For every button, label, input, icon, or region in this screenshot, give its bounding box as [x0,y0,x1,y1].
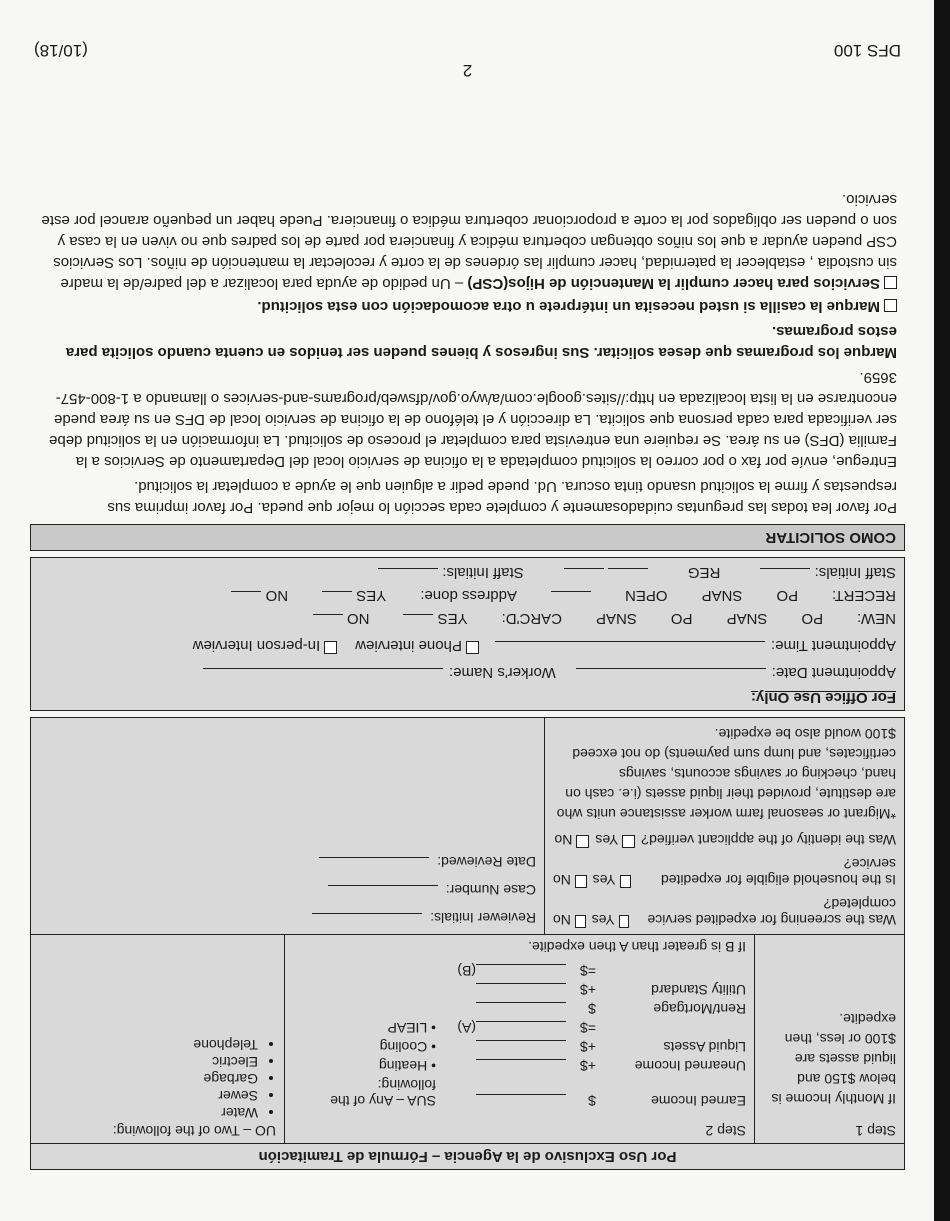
form-id: DFS 100 [833,41,901,60]
utility-standard-field[interactable] [476,983,566,998]
migrant-note: *Migrant or seasonal farm worker assistance units who are destitute, provided their liquid assets (i.e. cash on hand, checking or savings accounts, savings certificates, and lump sum payments) do not exceed $100 would also be expedite. [556,726,896,822]
inperson-interview-label: In-person Interview [192,637,321,654]
agency-formula-section [30,934,905,1170]
interpreter-row [38,296,897,317]
yes-label: Yes [592,872,616,888]
address-no: NO [231,587,288,606]
staff-initials-label: Staff Initials: [760,564,896,583]
uo-item-telephone: • Telephone [39,1037,258,1053]
q1-yes-checkbox[interactable] [619,915,630,928]
plus-sign: +$ [580,1058,596,1074]
open-field[interactable] [551,591,591,606]
uo-item-garbage: • Garbage [39,1071,258,1087]
date-reviewed-label: Date Reviewed: [437,854,536,870]
screening-q3-row [553,832,896,848]
rotated-form-sheet [30,40,905,1170]
q1-no-checkbox[interactable] [575,915,586,928]
total-a-label: (A) [457,1020,476,1036]
appointment-time-field[interactable] [495,641,765,656]
screening-q1-row [553,896,896,928]
uo-column [31,935,284,1143]
carc-yes: YES [403,610,467,629]
rent-mortgage-label: Rent/Mortgage [653,1001,746,1017]
screening-q1-text: Was the screening for expedited service completed? [647,896,896,928]
screening-questions [544,718,904,934]
plus-sign: +$ [580,1039,596,1055]
office-use-section [30,557,905,711]
review-fields [31,718,544,934]
page-number: 2 [462,61,473,80]
instructions-paragraph-3: Marque los programas que desea solicitar. Sus ingresos y bienes pueden ser tenidos en cuenta cuando solicita para estos programas. [65,323,897,361]
step2-label: Step 2 [705,1123,746,1139]
reviewer-initials-label: Reviewer Initials: [430,910,536,926]
new-snap: SNAP [726,610,768,627]
q3-yes-checkbox[interactable] [622,835,635,848]
dollar-sign: $ [588,1093,596,1109]
how-to-apply-title: COMO SOLICITAR [30,524,905,551]
address-yes: YES [322,587,386,606]
phone-interview-checkbox[interactable] [466,641,479,654]
sua-item-heating: • Heating [378,1058,436,1074]
total-a-field[interactable] [476,1021,566,1036]
footer-row [30,40,905,60]
utility-standard-label: Utility Standard [651,982,746,998]
new-po: PO [801,610,824,627]
workers-name-field[interactable] [203,668,443,683]
unearned-income-field[interactable] [476,1059,566,1074]
carc-snap: SNAP [596,610,637,627]
total-b-label: (B) [457,963,476,979]
uo-item-electric: • Electric [39,1054,258,1070]
earned-income-field[interactable] [476,1094,566,1109]
q3-no-checkbox[interactable] [576,835,589,848]
liquid-assets-label: Liquid Assets [663,1039,746,1055]
recert-label: RECERT: [832,587,896,604]
carc-label: CARC'D: [501,610,562,627]
appointment-time-label: Appointment Time: [770,637,896,654]
step1-label: Step 1 [855,1123,896,1139]
reg-fields [564,564,648,583]
uo-heading: UO – Two of the following: [112,1123,276,1139]
instructions-paragraph-2: Entregue, envíe por fax o por correo la solicitud completada a la oficina de servicio local del Departamento de Servicios a la Familia (DFS) en su área. Se requiere una entrevista para completar el proceso de solicitud. La información en la solicitud debe ser verificada para cada persona que solicita. La dirección y el teléfono de la oficina de servicio local de DFS en su área puede encontrarse en la lista localizada en http://sites.google.com/a/wyo.gov/dfsweb/programs-and-services o llamando a 1-800-457-3659. [49,369,897,470]
interpreter-label: Marque la casilla si usted necesita un intérprete u otra acomodación con esta solicitud. [257,298,880,315]
date-reviewed-field[interactable] [319,857,429,872]
rent-mortgage-field[interactable] [476,1002,566,1017]
csp-description: – Un pedido de ayuda para localizar a del padre/de la madre sin custodia , establecer la paternidad, hacer cumplir las órdenes de la corte y recolectar la mantención de niños. Los Servicios CSP pueden ayudar a que los niños obtengan cobertura médica y financiera por parte de los padres que no viven en la casa y son o pueden ser obligados por la corte a proporcionar cobertura médica o financiera. Puede haber un pequeño arancel por este servicio. [41,191,897,292]
inperson-interview-checkbox[interactable] [324,641,337,654]
phone-interview-label: Phone interview [355,637,462,654]
no-label: No [552,872,571,888]
dollar-sign: $ [588,1001,596,1017]
carc-po: PO [670,610,693,627]
step2-column [284,935,754,1143]
agency-formula-title: Por Uso Exclusivo de la Agencia – Fórmula de Tramitación [31,1143,904,1169]
sua-heading: SUA – Any of the following: [330,1077,436,1109]
q2-yes-checkbox[interactable] [620,875,632,888]
sua-item-lieap: • LIEAP [387,1020,436,1036]
instructions-paragraph-1: Por favor lea todas las preguntas cuidadosamente y complete cada sección lo mejor que pueda. Por favor imprima sus respuestas y firme la solicitud usando tinta oscura. Ud. puede pedir a alguien que le ayude a completar la solicitud. [107,478,897,516]
case-number-label: Case Number: [445,882,536,898]
equals-sign: =$ [580,1020,596,1036]
q2-no-checkbox[interactable] [575,875,587,888]
screening-q3-text: Was the identity of the applicant verified? [641,832,896,848]
sua-item-cooling: • Cooling [379,1039,436,1055]
earned-income-label: Earned Income [651,1093,746,1109]
interpreter-checkbox[interactable] [884,299,897,312]
screening-q2-text: Is the household eligible for expedited service? [660,856,896,888]
compare-rule: If B is greater than A then expedite. [528,939,746,955]
page-footer [30,40,905,80]
plus-sign: +$ [580,982,596,998]
address-done-label: Address done: [420,587,518,604]
reviewer-initials-field[interactable] [312,913,422,928]
csp-checkbox[interactable] [884,276,897,289]
case-number-field[interactable] [328,885,438,900]
expedited-screening-section [30,717,905,934]
office-use-title: For Office Use Only: [750,689,896,706]
screening-q2-row [553,856,896,888]
equals-sign: =$ [580,963,596,979]
staff-initials-label-2: Staff Initials: [378,564,524,583]
uo-list [39,1037,276,1121]
no-label: No [553,912,571,928]
carc-no: NO [313,610,370,629]
open-label: OPEN [625,587,668,604]
how-to-apply-body [30,189,905,524]
yes-label: Yes [591,912,615,928]
yes-label: Yes [595,832,619,848]
step1-text: If Monthly Income is below $150 and liquid assets are $100 or less, then expedite. [771,1011,896,1107]
scan-edge-shadow [934,0,950,1221]
csp-row [38,189,897,294]
liquid-assets-field[interactable] [476,1040,566,1055]
reg-label: REG [687,564,721,581]
csp-title: Servicios para hacer cumplir la Mantención de Hijos(CSP) [467,275,880,292]
step1-column [754,935,904,1143]
new-label: NEW: [857,610,896,627]
total-b-field[interactable] [476,964,566,979]
uo-item-sewer: • Sewer [39,1088,258,1104]
workers-name-label: Worker's Name: [448,664,556,681]
recert-snap: SNAP [701,587,743,604]
recert-po: PO [776,587,799,604]
form-version: (10/18) [34,41,88,60]
appointment-date-label: Appointment Date: [771,664,896,681]
appointment-date-field[interactable] [576,668,766,683]
no-label: No [554,832,573,848]
uo-item-water: • Water [39,1105,258,1121]
unearned-income-label: Unearned Income [634,1058,746,1074]
